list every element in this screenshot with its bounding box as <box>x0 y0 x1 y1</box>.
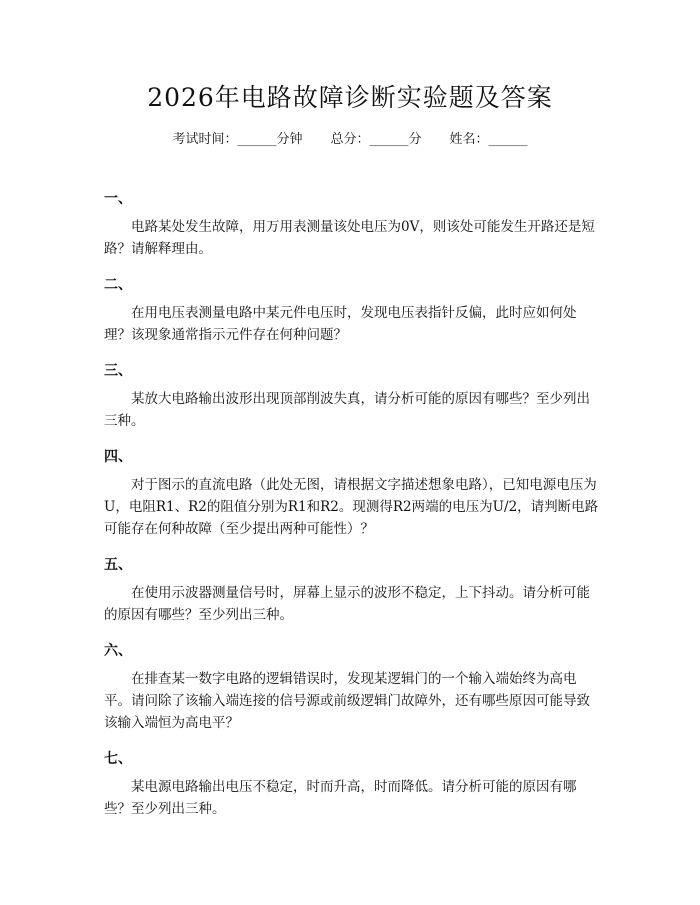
question-text: 在排查某一数字电路的逻辑错误时，发现某逻辑门的一个输入端始终为高电平。请问除了该输入端连接的信号源或前级逻辑门故障外，还有哪些原因可能导致该输入端恒为高电平？ <box>104 671 590 731</box>
question-number: 三、 <box>104 363 132 379</box>
question-number: 一、 <box>104 191 132 207</box>
question-number: 五、 <box>104 557 132 573</box>
question-number: 七、 <box>104 751 132 767</box>
question-7 <box>104 748 600 820</box>
question-number: 四、 <box>104 449 132 465</box>
name-field: 姓名：______ <box>449 132 528 147</box>
question-number: 二、 <box>104 277 132 293</box>
question-1 <box>104 188 600 260</box>
question-text: 在使用示波器测量信号时，屏幕上显示的波形不稳定，上下抖动。请分析可能的原因有哪些？至少列出三种。 <box>104 585 590 623</box>
question-text: 某放大电路输出波形出现顶部削波失真，请分析可能的原因有哪些？至少列出三种。 <box>104 391 590 429</box>
question-6 <box>104 640 600 734</box>
question-text: 电路某处发生故障，用万用表测量该处电压为0V，则该处可能发生开路还是短路？请解释理由。 <box>104 219 595 257</box>
question-number: 六、 <box>104 643 132 659</box>
question-2 <box>104 274 600 346</box>
exam-info <box>0 130 700 150</box>
page-title: 2026年电路故障诊断实验题及答案 <box>147 83 553 112</box>
exam-time-field: 考试时间：______分钟 <box>172 132 303 147</box>
question-5 <box>104 554 600 626</box>
question-list <box>104 188 600 834</box>
question-text: 在用电压表测量电路中某元件电压时，发现电压表指针反偏，此时应如何处理？该现象通常指示元件存在何种问题？ <box>104 305 577 343</box>
question-text: 某电源电路输出电压不稳定，时而升高，时而降低。请分析可能的原因有哪些？至少列出三种。 <box>104 779 577 817</box>
total-score-field: 总分：______分 <box>330 132 422 147</box>
question-4 <box>104 446 600 540</box>
question-text: 对于图示的直流电路（此处无图，请根据文字描述想象电路），已知电源电压为U，电阻R1、R2的阻值分别为R1和R2。现测得R2两端的电压为U/2，请判断电路可能存在何种故障（至少提出两种可能性）？ <box>104 477 599 537</box>
question-3 <box>104 360 600 432</box>
